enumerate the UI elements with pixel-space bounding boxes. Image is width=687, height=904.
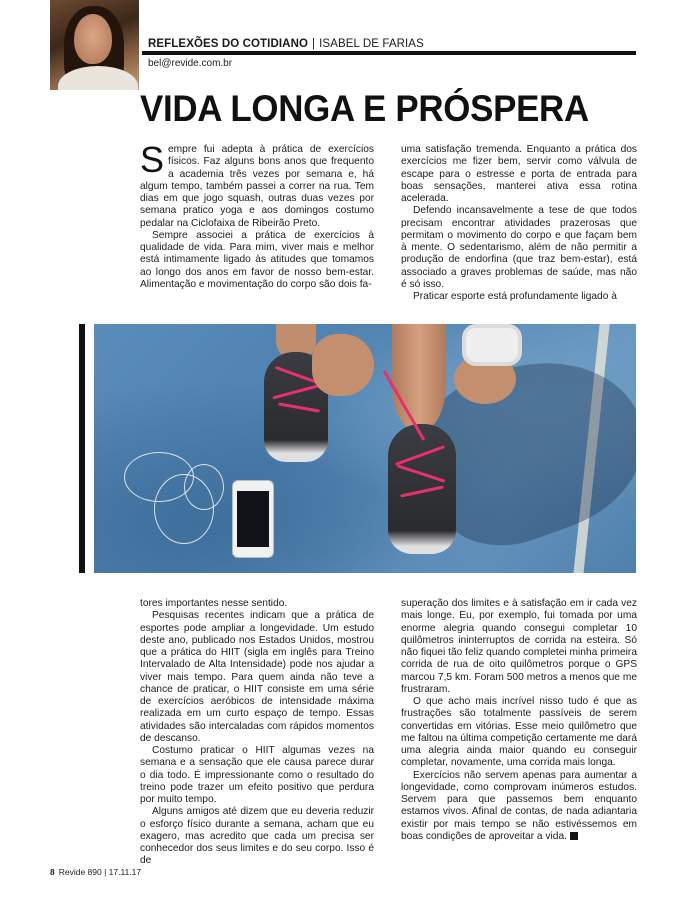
paragraph: Costumo praticar o HIIT algumas vezes na semana e a sensação que ele causa parece durar o dia todo. É impressionante como o resultado do treino pode trazer um efeito positivo que perdura por muito tempo. xyxy=(140,745,374,805)
column-2 xyxy=(401,144,637,303)
headline: VIDA LONGA E PRÓSPERA xyxy=(140,87,589,129)
column-3 xyxy=(140,598,374,868)
author-email[interactable]: bel@revide.com.br xyxy=(148,58,233,69)
column-separator: | xyxy=(312,38,316,50)
paragraph: Praticar esporte está profundamente ligado à xyxy=(413,291,617,302)
paragraph: Sempre associei a prática de exercícios à qualidade de vida. Para mim, viver mais e melhor está intimamente ligado às atitudes que tomamos ao longo dos anos em favor de nosso bem-estar. Alimentação e movimentação do corpo são dois fa- xyxy=(140,229,374,290)
paragraph xyxy=(140,139,374,230)
left-hand xyxy=(312,334,374,396)
page-footer xyxy=(50,867,141,877)
paragraph: Pesquisas recentes indicam que a prática de esportes pode ampliar a longevidade. Um estudo deste ano, publicado nos Estados Unidos, mostrou que a prática do HIIT (sigla em inglês para Treino Intervalado de Alta Intensidade) pode nos ajudar a viver mais tempo. Para quem ainda não teve a chance de praticar, o HIIT consiste em uma série de exercícios aeróbicos de intensidade máxima realizada em um curto espaço de tempo. Essas atividades são intercaladas com rápidos momentos de descanso. xyxy=(140,610,374,744)
paragraph: superação dos limites e à satisfação em ir cada vez mais longe. Eu, por exemplo, fui tomada por uma enorme alegria quando consegui completar 10 quilômetros ininterruptos de corrida na esteira. Só não fiquei tão feliz quando completei minha primeira corrida de rua de oito quilômetros porque o GPS marcou 7,5 km. Foram 500 metros a menos que me frustraram. xyxy=(401,598,637,695)
column-title xyxy=(148,38,424,50)
header-rule xyxy=(142,51,636,55)
paragraph: uma satisfação tremenda. Enquanto a prática dos exercícios me fizer bem, servir como válvula de escape para o estresse e porta de entrada para boas sensações, manterei ativa essa rotina acelerada. xyxy=(401,144,637,204)
paragraph: Alguns amigos até dizem que eu deveria reduzir o esforço físico durante a semana, acham que eu exagero, mas acredito que cada um precisa ser conhecedor dos seus limites e do seu corpo. Isso é de xyxy=(140,806,374,867)
article-photo xyxy=(94,324,636,573)
smartphone-icon xyxy=(232,480,274,558)
paragraph-text: empre fui adepta à prática de exercícios físicos. Faz alguns bons anos que frequento a academia três vezes por semana e, há algum tempo, também passei a correr na rua. Tem dias em que jogo squash, outras duas vezes por semana pratico yoga e aos domingos costumo pedalar na Ciclofaixa de Ribeirão Preto. xyxy=(140,144,374,229)
paragraph-text: Exercícios não servem apenas para aumentar a longevidade, como comprovam inúmeros estudos. Servem para que passemos bem enquanto estamos vivos. Afinal de contas, de nada adiantaria existir por mais tempo se não estivéssemos em boas condições de aproveitar a vida. xyxy=(401,769,637,842)
column-1 xyxy=(140,139,374,291)
paragraph: tores importantes nesse sentido. xyxy=(140,598,288,609)
publication-info: Revide 890 | 17.11.17 xyxy=(58,867,142,877)
right-leg xyxy=(392,324,446,429)
photo-accent-bar xyxy=(79,324,85,573)
paragraph: Defendo incansavelmente a tese de que todos precisam encontrar atividades prazerosas que permitam o movimento do corpo e que façam bem à mente. O sedentarismo, além de não permitir a produção de endorfina (que traz bem-estar), está associado a graves problemas de saúde, mas não é só isso. xyxy=(401,205,637,290)
column-name: REFLEXÕES DO COTIDIANO xyxy=(148,38,309,50)
dropcap: S xyxy=(140,139,165,180)
paragraph xyxy=(401,770,637,844)
face-shape xyxy=(74,14,112,64)
author-name: ISABEL DE FARIAS xyxy=(319,38,424,50)
end-of-article-icon xyxy=(570,832,578,840)
smartwatch-icon xyxy=(462,324,522,366)
phone-screen xyxy=(237,491,269,547)
column-4 xyxy=(401,598,637,843)
earphone-cable xyxy=(184,464,224,510)
author-photo xyxy=(50,0,139,90)
page-number: 8 xyxy=(50,867,55,877)
paragraph: O que acho mais incrível nisso tudo é que as frustrações são totalmente passíveis de serem convertidas em vitórias. Esse meio quilômetro que me faltou na última competição certamente me dará uma alegria ainda maior quando eu conseguir completar, novamente, uma corrida mais longa. xyxy=(401,696,637,769)
